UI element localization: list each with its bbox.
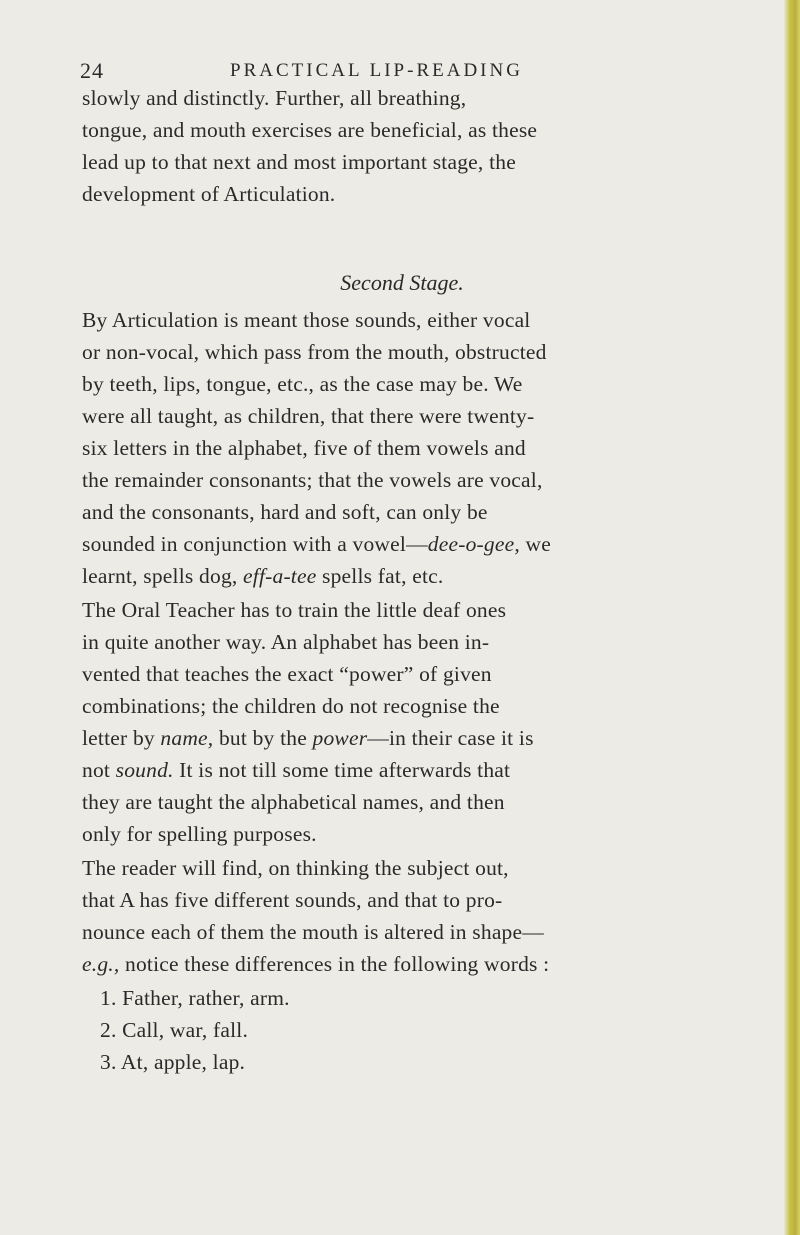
text-line: The Oral Teacher has to train the little deaf ones [82, 598, 507, 622]
italic-term: eff-a-tee [243, 564, 317, 588]
text-line [82, 528, 722, 561]
text-line: combinations; the children do not recognise the [82, 694, 500, 718]
text-line: development of Articulation. [82, 182, 336, 206]
text-segment: but by the [213, 726, 313, 750]
text-line: they are taught the alphabetical names, and then [82, 790, 505, 814]
text-segment: not [82, 758, 116, 782]
text-line: and the consonants, hard and soft, can only be [82, 500, 488, 524]
text-line: The reader will find, on thinking the subject out, [82, 856, 509, 880]
text-line: vented that teaches the exact “power” of given [82, 662, 492, 686]
italic-term: dee-o-gee, [427, 532, 520, 556]
text-line: that A has five different sounds, and that to pro- [82, 888, 503, 912]
text-line: only for spelling purposes. [82, 822, 317, 846]
text-segment: —in their case it is [367, 726, 534, 750]
list-item: 3. At, apple, lap. [100, 1050, 246, 1074]
italic-term: e.g., [82, 952, 120, 976]
text-line: tongue, and mouth exercises are beneficial, as these [82, 118, 538, 142]
text-segment: It is not till some time afterwards that [173, 758, 511, 782]
text-segment: letter by [82, 726, 161, 750]
section-heading: Second Stage. [340, 270, 464, 295]
text-line: by teeth, lips, tongue, etc., as the case may be. We [82, 372, 523, 396]
text-segment: notice these differences in the following words : [119, 952, 550, 976]
text-line: six letters in the alphabet, five of them vowels and [82, 436, 526, 460]
text-segment: learnt, spells dog, [82, 564, 244, 588]
text-line: in quite another way. An alphabet has been in- [82, 630, 490, 654]
text-line: By Articulation is meant those sounds, either vocal [82, 308, 531, 332]
text-line: were all taught, as children, that there were twenty- [82, 404, 535, 428]
text-segment: spells fat, etc. [316, 564, 444, 588]
text-line [82, 754, 722, 787]
list-item: 2. Call, war, fall. [100, 1018, 249, 1042]
text-line: lead up to that next and most important stage, the [82, 150, 516, 174]
text-line [82, 722, 722, 755]
text-segment: we [519, 532, 551, 556]
text-line: or non-vocal, which pass from the mouth, obstructed [82, 340, 547, 364]
italic-term: sound. [115, 758, 174, 782]
text-line: slowly and distinctly. Further, all breathing, [82, 86, 467, 110]
running-title: PRACTICAL LIP-READING [230, 60, 523, 81]
list-item: 1. Father, rather, arm. [100, 986, 290, 1010]
italic-term: power [312, 726, 368, 750]
italic-term: name, [160, 726, 214, 750]
text-segment: sounded in conjunction with a vowel— [82, 532, 428, 556]
page-edge [784, 0, 800, 1235]
page-number: 24 [80, 58, 104, 83]
text-line: nounce each of them the mouth is altered in shape— [82, 920, 544, 944]
text-line: the remainder consonants; that the vowels are vocal, [82, 468, 543, 492]
text-line [82, 560, 722, 593]
text-line [82, 948, 722, 981]
